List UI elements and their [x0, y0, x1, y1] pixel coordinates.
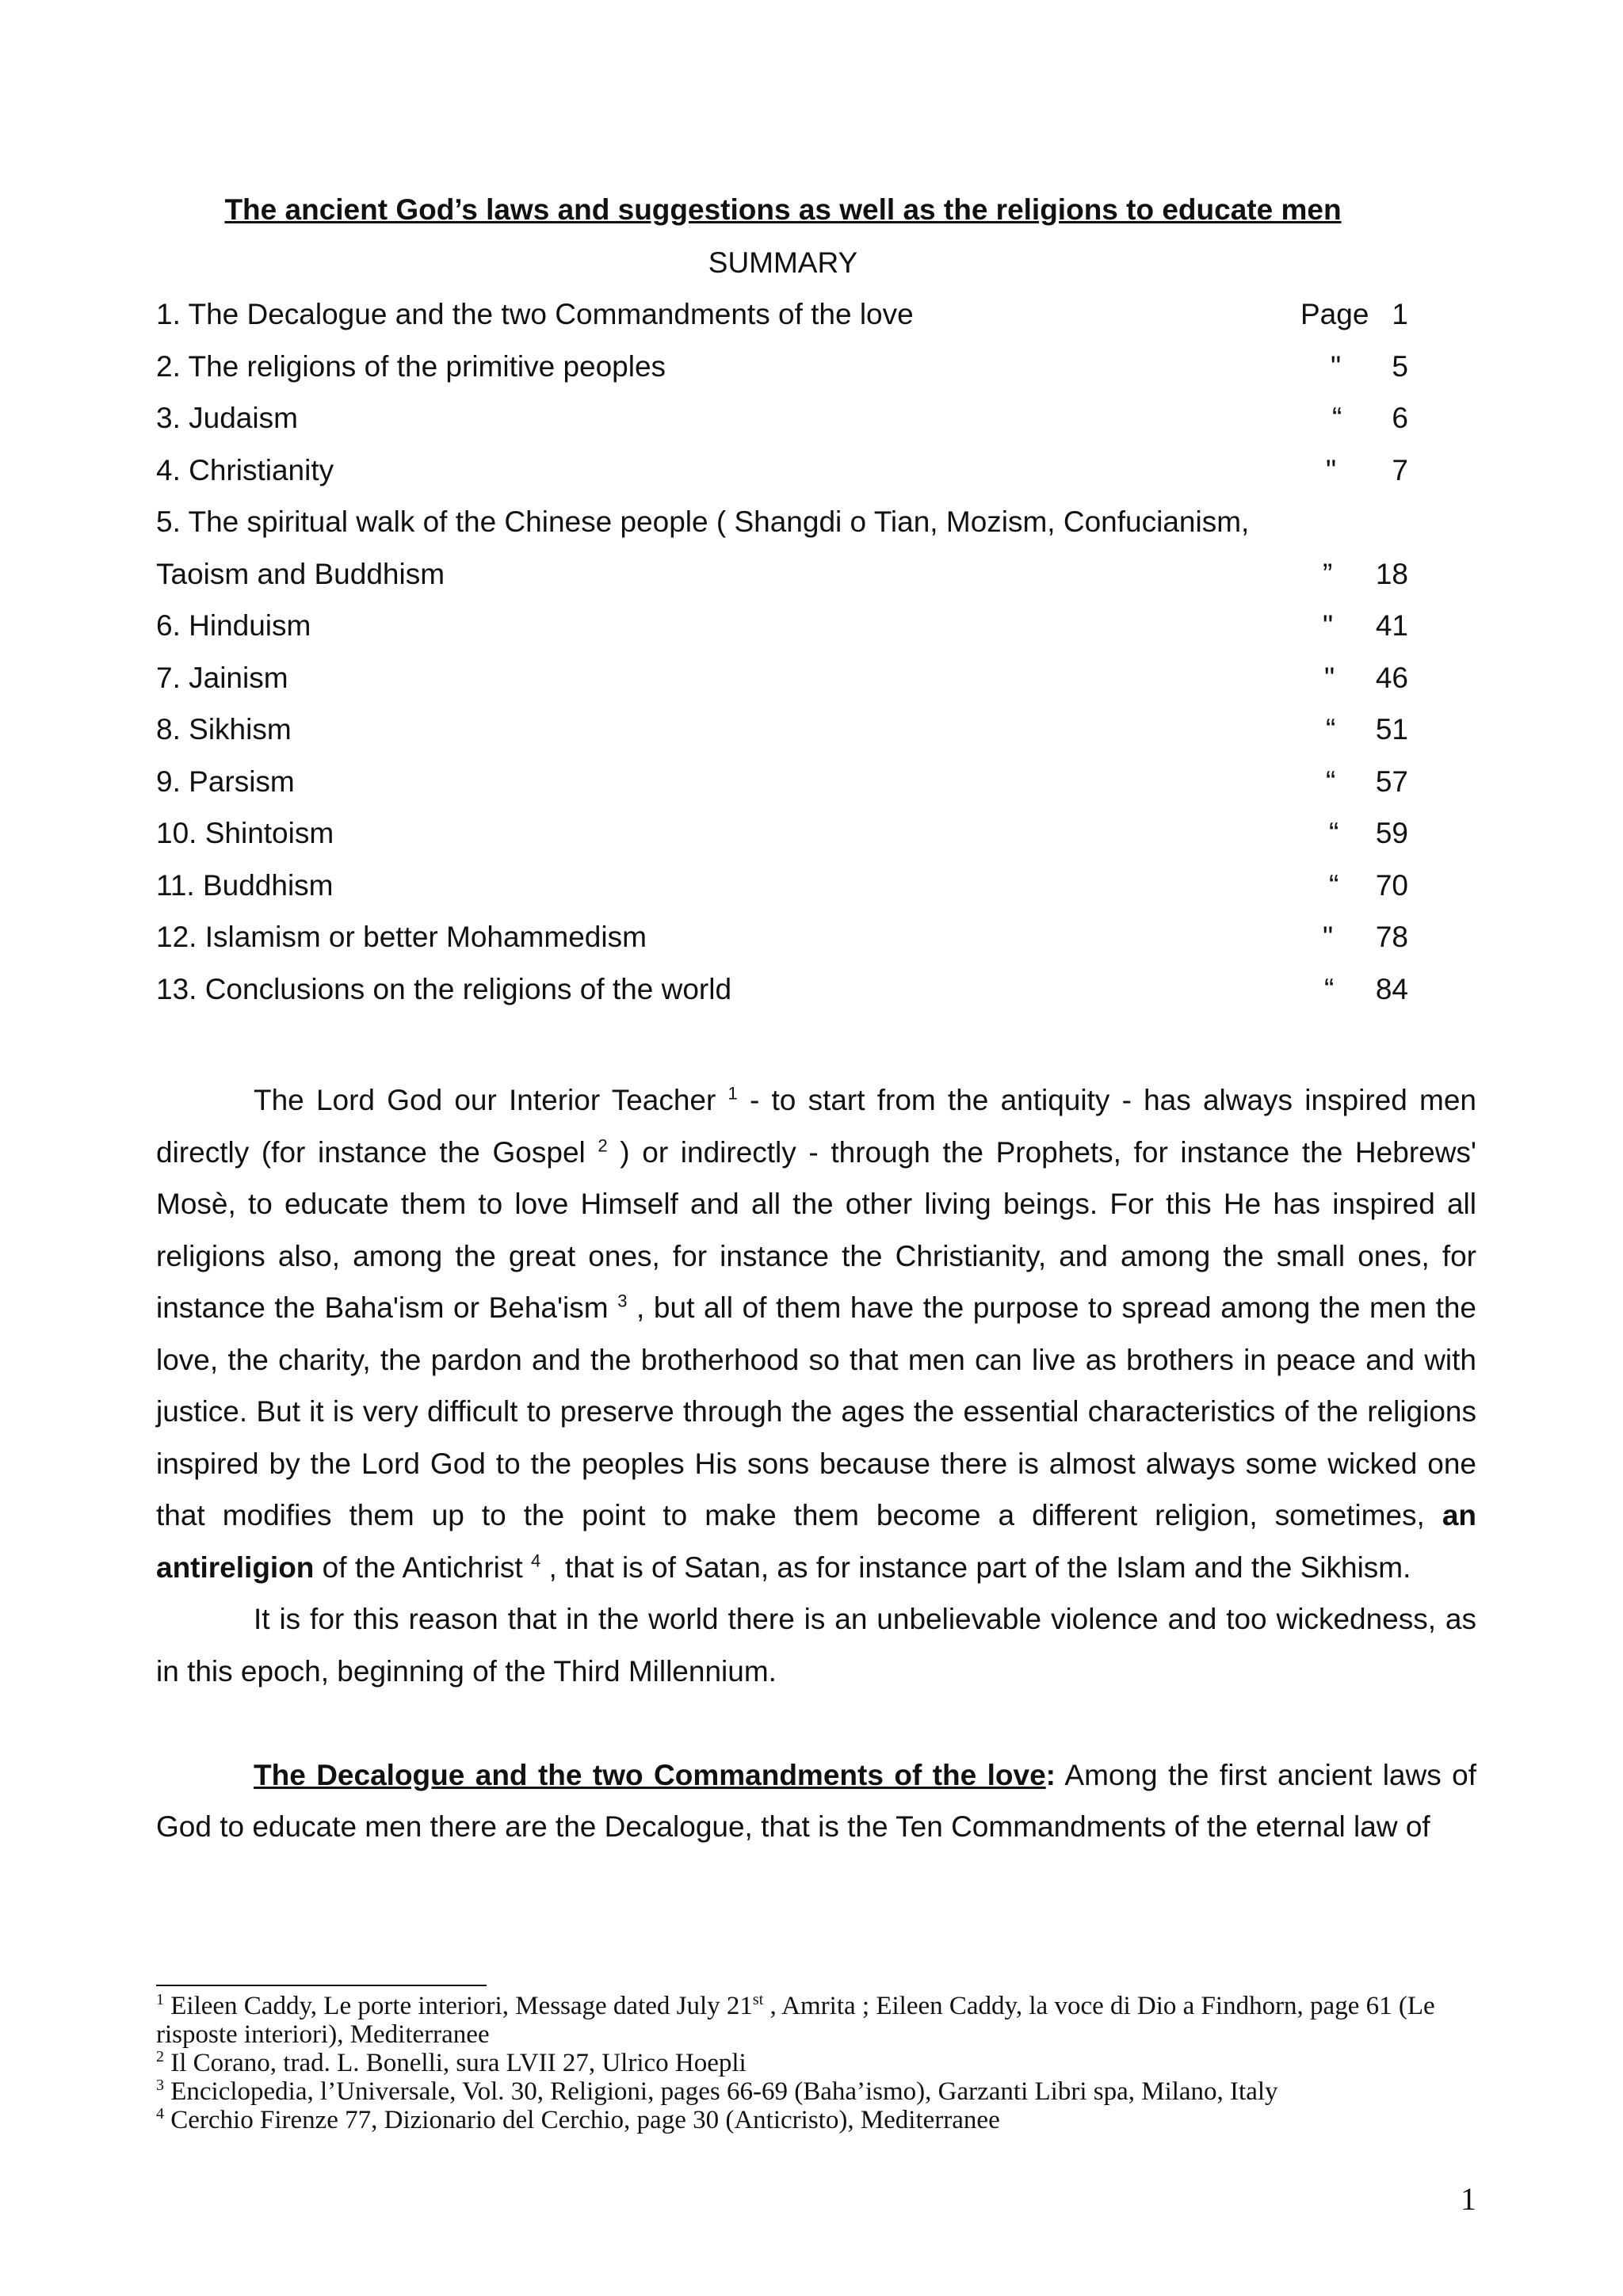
toc-label: 3. Judaism — [156, 402, 298, 434]
toc-mark: “ — [1329, 868, 1339, 902]
toc-label: 6. Hinduism — [156, 609, 311, 642]
toc-page: 6 — [1392, 402, 1408, 434]
toc-page: 78 — [1375, 921, 1408, 953]
toc-label: 7. Jainism — [156, 661, 288, 694]
text-run: The Lord God our Interior Teacher — [254, 1084, 728, 1116]
toc-row — [156, 658, 1424, 711]
footnote-text: Il Corano, trad. L. Bonelli, sura LVII 27, Ulrico Hoepli — [170, 2049, 747, 2077]
footnote-text: , Amrita ; Eileen Caddy, la voce di Dio a Findhorn, page 61 (Le risposte interiori), Mediterranee — [156, 1992, 1435, 2049]
toc-mark: ” — [1323, 557, 1333, 590]
footnote-separator — [156, 1985, 487, 1986]
toc-mark: “ — [1329, 817, 1339, 849]
toc-label: 1. The Decalogue and the two Commandments of the love — [156, 298, 914, 330]
toc-row — [156, 866, 1424, 918]
toc-mark: " — [1323, 609, 1334, 642]
paragraph-reason: It is for this reason that in the world there is an unbelievable violence and too wickedness, as in this epoch, beginning of the Third Millennium. — [156, 1603, 1476, 1688]
text-run: of the Antichrist — [314, 1550, 531, 1584]
toc-label: Taoism and Buddhism — [156, 557, 445, 590]
toc-row — [156, 970, 1424, 1022]
footnote-ref: 4 — [530, 1550, 541, 1571]
toc-mark: “ — [1326, 713, 1336, 746]
toc-row — [156, 814, 1424, 866]
toc-page: 57 — [1375, 765, 1408, 798]
toc-label: 13. Conclusions on the religions of the world — [156, 972, 732, 1005]
toc-page: 7 — [1392, 453, 1408, 486]
toc-mark: “ — [1332, 402, 1342, 434]
bold-phrase: an antireligion — [156, 1499, 1476, 1584]
summary-heading: SUMMARY — [708, 246, 858, 279]
toc-row — [156, 502, 1424, 555]
toc-label: 4. Christianity — [156, 453, 334, 486]
toc-label: 8. Sikhism — [156, 713, 292, 746]
footnote-text: Cerchio Firenze 77, Dizionario del Cerchio, page 30 (Anticristo), Mediterranee — [170, 2106, 1000, 2134]
ordinal-suffix: st — [752, 1991, 764, 2008]
footnote-ref: 1 — [727, 1083, 738, 1104]
text-run: Among the first ancient laws of God to educate men there are the Decalogue, that is the Ten Commandments of the eternal law of — [156, 1758, 1477, 1843]
footnote-ref: 2 — [598, 1135, 608, 1156]
footnote-number: 3 — [156, 2077, 164, 2094]
text-run: , but all of them have the purpose to spread among the men the love, the charity, the pardon and the brotherhood so that men can live as brothers in peace and with justice. But it is very difficult to preserve through the ages the essential characteristics of the religions inspired by the Lord God to the peoples His sons because there is almost always some wicked one that modifies them up to the point to make them become a different religion, sometimes, — [156, 1291, 1477, 1531]
toc-page: 59 — [1375, 817, 1408, 849]
document-title: The ancient God’s laws and suggestions as well as the religions to educate men — [224, 193, 1342, 226]
footnote-text: Eileen Caddy, Le porte interiori, Message dated July 21 — [170, 1992, 753, 2020]
toc-label: 5. The spiritual walk of the Chinese people ( Shangdi o Tian, Mozism, Confucianism, — [156, 505, 1250, 538]
toc-page: 18 — [1375, 557, 1408, 590]
footnote-ref: 3 — [617, 1291, 628, 1311]
footnote — [156, 2077, 1476, 2106]
paragraph-decalogue — [156, 1749, 1476, 1853]
toc-row — [156, 399, 1424, 451]
toc-mark: " — [1323, 921, 1334, 953]
toc-label: 11. Buddhism — [156, 868, 334, 902]
text-run: , that is of Satan, as for instance part of the Islam and the Sikhism. — [540, 1550, 1411, 1584]
body-text — [156, 1074, 1476, 1853]
heading-colon: : — [1045, 1758, 1056, 1791]
toc-row — [156, 555, 1424, 607]
toc-row — [156, 606, 1424, 658]
toc-page: 51 — [1375, 713, 1408, 746]
toc-mark: “ — [1324, 972, 1335, 1005]
toc-page: 5 — [1392, 349, 1408, 383]
toc-page: 41 — [1375, 609, 1408, 642]
toc-row — [156, 710, 1424, 762]
paragraph-intro — [156, 1074, 1476, 1593]
toc-page: 46 — [1375, 661, 1408, 694]
toc-mark: Page — [1300, 298, 1369, 330]
footnotes — [156, 1992, 1476, 2134]
footnote-number: 4 — [156, 2105, 164, 2122]
toc-page: 84 — [1375, 972, 1408, 1005]
toc-label: 12. Islamism or better Mohammedism — [156, 921, 647, 953]
footnote — [156, 1992, 1476, 2049]
footnote — [156, 2106, 1476, 2134]
toc-mark: " — [1331, 349, 1342, 383]
toc-mark: " — [1326, 453, 1337, 486]
toc-page: 70 — [1375, 868, 1408, 902]
toc-row — [156, 347, 1424, 399]
toc-label: 9. Parsism — [156, 765, 295, 798]
toc-row — [156, 451, 1424, 503]
toc-label: 10. Shintoism — [156, 817, 334, 849]
section-heading: The Decalogue and the two Commandments of the love — [254, 1758, 1046, 1791]
toc-mark: “ — [1326, 765, 1336, 798]
toc-row — [156, 295, 1424, 347]
toc-mark: " — [1324, 661, 1335, 694]
text-run: - to start from the antiquity - has always inspired men directly (for instance the Gospel — [156, 1084, 1476, 1169]
page-number: 1 — [1461, 2181, 1476, 2217]
toc-page: 1 — [1392, 298, 1408, 330]
toc-row — [156, 762, 1424, 814]
footnote-number: 2 — [156, 2048, 164, 2065]
footnote-number: 1 — [156, 1991, 164, 2008]
toc-label: 2. The religions of the primitive peoples — [156, 349, 666, 383]
toc-row — [156, 917, 1424, 970]
footnote-text: Enciclopedia, l’Universale, Vol. 30, Religioni, pages 66-69 (Baha’ismo), Garzanti Libri spa, Milano, Italy — [170, 2077, 1278, 2106]
text-run: ) or indirectly - through the Prophets, for instance the Hebrews' Mosè, to educate them to love Himself and all the other living beings. For this He has inspired all religions also, among the great ones, for instance the Christianity, and among the small ones, for instance the Baha'ism or Beha'ism — [156, 1135, 1476, 1324]
table-of-contents — [156, 295, 1424, 1021]
footnote — [156, 2049, 1476, 2077]
